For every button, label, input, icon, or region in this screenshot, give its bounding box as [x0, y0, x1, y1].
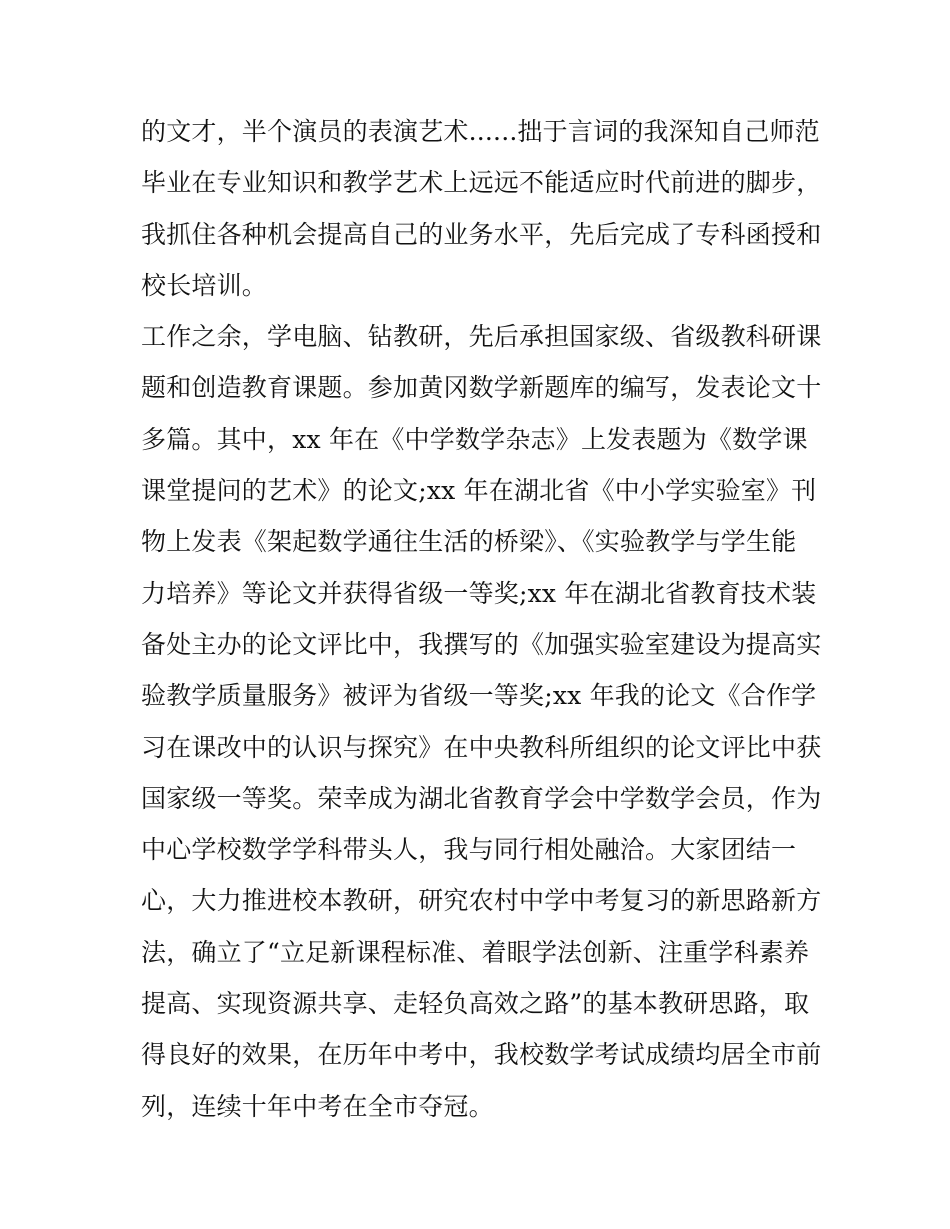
text-line: 国家级一等奖。荣幸成为湖北省教育学会中学数学会员，作为	[141, 783, 822, 813]
text-line: 课堂提问的艺术》的论文;xx 年在湖北省《中小学实验室》刊	[141, 476, 817, 506]
text-line: 我抓住各种机会提高自己的业务水平，先后完成了专科函授和	[141, 219, 822, 249]
paragraph-1	[141, 106, 821, 311]
text-line: 毕业在专业知识和教学艺术上远远不能适应时代前进的脚步，	[141, 168, 822, 198]
text-line: 验教学质量服务》被评为省级一等奖;xx 年我的论文《合作学	[141, 681, 817, 711]
text-line: 中心学校数学学科带头人，我与同行相处融洽。大家团结一	[141, 835, 797, 865]
text-line: 列，连续十年中考在全市夺冠。	[141, 1091, 494, 1121]
text-line: 多篇。其中，xx 年在《中学数学杂志》上发表题为《数学课	[141, 424, 808, 454]
text-line: 备处主办的论文评比中，我撰写的《加强实验室建设为提高实	[141, 629, 822, 659]
text-line: 法，确立了“立足新课程标准、着眼学法创新、注重学科素养	[141, 937, 810, 967]
text-line: 心，大力推进校本教研，研究农村中学中考复习的新思路新方	[141, 886, 822, 916]
text-line: 的文才，半个演员的表演艺术......拙于言词的我深知自己师范	[141, 117, 820, 146]
text-line: 得良好的效果，在历年中考中，我校数学考试成绩均居全市前	[141, 1040, 822, 1070]
text-line: 物上发表《架起数学通往生活的桥梁》、《实验教学与学生能	[141, 527, 797, 557]
text-line: 提高、实现资源共享、走轻负高效之路”的基本教研思路，取	[141, 989, 810, 1019]
text-line: 习在课改中的认识与探究》在中央教科所组织的论文评比中获	[141, 732, 822, 762]
document-body	[141, 106, 821, 1132]
paragraph-2	[141, 311, 821, 1132]
text-line: 校长培训。	[141, 270, 268, 300]
text-line: 工作之余，学电脑、钻教研，先后承担国家级、省级教科研课	[141, 322, 822, 352]
text-line: 力培养》等论文并获得省级一等奖;xx 年在湖北省教育技术装	[141, 578, 817, 608]
text-line: 题和创造教育课题。参加黄冈数学新题库的编写，发表论文十	[141, 373, 822, 403]
